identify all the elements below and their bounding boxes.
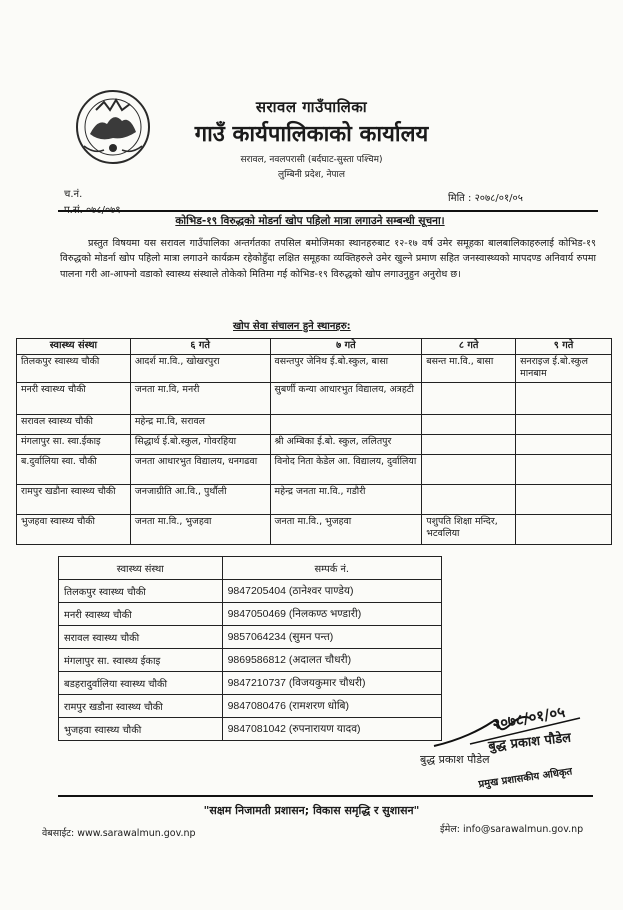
schedule-cell: [422, 414, 516, 434]
contact-number: 9857064234 (सुमन पन्त): [222, 626, 441, 649]
schedule-cell: [516, 484, 612, 514]
letter-date: मिति : २०७८/०१/०५: [448, 193, 523, 204]
office-title: गाउँ कार्यपालिकाको कार्यालय: [194, 122, 429, 147]
contact-institution: तिलकपुर स्वास्थ्य चौकी: [59, 580, 223, 603]
schedule-cell: महेन्द्र जनता मा.वि., गडौरी: [270, 484, 422, 514]
notice-subject: कोभिड-१९ विरुद्धको मोडर्ना खोप पहिलो मात्रा लगाउने सम्बन्धी सूचना।: [175, 215, 445, 227]
schedule-cell: [516, 514, 612, 544]
schedule-row: [17, 454, 612, 484]
reference-number: च.नं.: [64, 189, 83, 200]
footer-divider: [58, 795, 593, 797]
schedule-cell: रामपुर खडौना स्वास्थ्य चौकी: [17, 484, 131, 514]
schedule-cell: [422, 434, 516, 454]
schedule-header-cell: ८ गते: [422, 339, 516, 355]
schedule-cell: सरावल स्वास्थ्य चौकी: [17, 414, 131, 434]
office-province: लुम्बिनी प्रदेश, नेपाल: [278, 170, 345, 180]
contact-institution: मंगलापुर सा. स्वास्थ्य ईकाइ: [59, 649, 223, 672]
contact-institution: रामपुर खडौना स्वास्थ्य चौकी: [59, 695, 223, 718]
contacts-header-cell: स्वास्थ्य संस्था: [59, 557, 223, 580]
schedule-cell: जनता मा.वि., भुजहवा: [270, 514, 422, 544]
contacts-row: [59, 672, 442, 695]
signatory-designation: प्रमुख प्रशासकीय अधिकृत: [477, 766, 573, 791]
schedule-cell: विनोद निता केडेल आ. विद्यालय, दुर्वालिया: [270, 454, 422, 484]
schedule-cell: [422, 382, 516, 414]
schedule-cell: सुबर्णी कन्या आधारभुत विद्यालय, अत्रहटी: [270, 382, 422, 414]
schedule-cell: मनरी स्वास्थ्य चौकी: [17, 382, 131, 414]
schedule-cell: जनता मा.वि, मनरी: [130, 382, 270, 414]
contact-number: 9847080476 (रामशरण धोबि): [222, 695, 441, 718]
schedule-cell: आदर्श मा.वि., खोखरपुरा: [130, 354, 270, 382]
schedule-row: [17, 514, 612, 544]
schedule-header-cell: ७ गते: [270, 339, 422, 355]
schedule-header-row: [17, 339, 612, 355]
schedule-row: [17, 434, 612, 454]
schedule-row: [17, 414, 612, 434]
schedule-cell: ब.दुर्वालिया स्वा. चौकी: [17, 454, 131, 484]
contact-number: 9847210737 (विजयकुमार चौधरी): [222, 672, 441, 695]
schedule-cell: मंगलापुर सा. स्वा.ईकाइ: [17, 434, 131, 454]
schedule-table: [16, 338, 612, 545]
contacts-row: [59, 626, 442, 649]
header-divider: [58, 210, 598, 212]
signatory-name: बुद्ध प्रकाश पौडेल: [420, 753, 490, 766]
office-address: सरावल, नवलपरासी (बर्दघाट-सुस्ता पश्चिम): [240, 155, 383, 165]
contacts-table: [58, 556, 442, 741]
schedule-cell: जनता आधारभुत विद्यालय, धनगढवा: [130, 454, 270, 484]
notice-body: प्रस्तुत विषयमा यस सरावल गाउँपालिका अन्तर्गतका तपसिल बमोजिमका स्थानहरुबाट १२-१७ वर्ष उमेर समूहका बालबालिकाहरुलाई कोभिड-१९ विरुद्धको मोडर्ना खोप पहिलो मात्रा लगाउने कार्यक्रम रहेकोहुँदा लक्षित समूहका व्यक्तिहरुले उमेर खुल्ने प्रमाण सहित जनस्वास्थ्यको मापदण्ड अनिवार्य रुपमा पालना गरी आ-आफ्नो वडाको स्वास्थ्य संस्थाले तोकेको मितिमा गई कोभिड-१९ विरुद्धको खोप लगाउनुहुन अनुरोध छ।: [60, 238, 596, 280]
schedule-row: [17, 354, 612, 382]
contact-number: 9847205404 (ठानेश्वर पाण्डेय): [222, 580, 441, 603]
schedule-cell: वसन्तपुर जेनिथ ई.बो.स्कुल, बासा: [270, 354, 422, 382]
contacts-row: [59, 718, 442, 741]
contact-number: 9847081042 (रुपनारायण यादव): [222, 718, 441, 741]
schedule-cell: [422, 484, 516, 514]
schedule-cell: जनता मा.वि., भुजहवा: [130, 514, 270, 544]
schedule-cell: [516, 434, 612, 454]
contact-institution: मनरी स्वास्थ्य चौकी: [59, 603, 223, 626]
contact-number: 9847050469 (निलकण्ठ भण्डारी): [222, 603, 441, 626]
schedule-cell: भुजहवा स्वास्थ्य चौकी: [17, 514, 131, 544]
schedule-cell: [516, 382, 612, 414]
schedule-cell: [422, 454, 516, 484]
letter-serial: प.सं. ०७८/०७९: [64, 205, 121, 216]
schedule-header-cell: ९ गते: [516, 339, 612, 355]
contacts-row: [59, 649, 442, 672]
schedule-cell: श्री अम्बिका ई.बो. स्कुल, ललितपुर: [270, 434, 422, 454]
schedule-row: [17, 382, 612, 414]
signature-stamp-name: बुद्ध प्रकाश पौडेल: [487, 730, 572, 755]
contacts-row: [59, 603, 442, 626]
municipality-name: सरावल गाउँपालिका: [255, 98, 368, 116]
contact-institution: भुजहवा स्वास्थ्य चौकी: [59, 718, 223, 741]
schedule-cell: [516, 454, 612, 484]
footer-motto: "सक्षम निजामती प्रशासन; विकास समृद्धि र सुशासन": [203, 804, 420, 817]
schedule-header-cell: स्वास्थ्य संस्था: [17, 339, 131, 355]
schedule-cell: [270, 414, 422, 434]
contacts-header-cell: सम्पर्क नं.: [222, 557, 441, 580]
handwritten-date: २०७८/०१/०५: [490, 702, 567, 734]
schedule-caption: खोप सेवा संचालन हुने स्थानहरु:: [233, 321, 351, 332]
schedule-cell: जनजाग्रीति आ.वि., पुर्थौली: [130, 484, 270, 514]
schedule-cell: [516, 414, 612, 434]
schedule-cell: पशुपति शिक्षा मन्दिर, भटवलिया: [422, 514, 516, 544]
schedule-cell: बसन्त मा.वि., बासा: [422, 354, 516, 382]
contact-number: 9869586812 (अदालत चौधरी): [222, 649, 441, 672]
schedule-cell: महेन्द्र मा.वि, सरावल: [130, 414, 270, 434]
schedule-row: [17, 484, 612, 514]
footer-email: ईमेल: info@sarawalmun.gov.np: [440, 824, 584, 835]
contact-institution: बडहरादुर्वालिया स्वास्थ्य चौकी: [59, 672, 223, 695]
contacts-row: [59, 695, 442, 718]
schedule-header-cell: ६ गते: [130, 339, 270, 355]
footer-website: वेबसाईट: www.sarawalmun.gov.np: [42, 828, 196, 839]
schedule-cell: तिलकपुर स्वास्थ्य चौकी: [17, 354, 131, 382]
schedule-cell: सिद्धार्थ ई.बो.स्कुल, गोवरहिया: [130, 434, 270, 454]
contacts-header-row: [59, 557, 442, 580]
contact-institution: सरावल स्वास्थ्य चौकी: [59, 626, 223, 649]
schedule-cell: सनराइज ई.बो.स्कुल मानबाम: [516, 354, 612, 382]
contacts-row: [59, 580, 442, 603]
